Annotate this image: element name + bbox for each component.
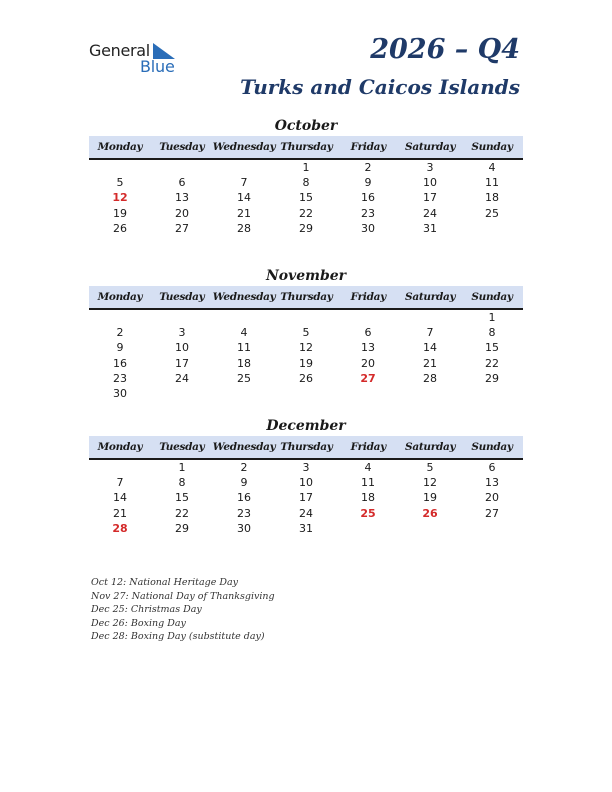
day-cell: 9: [116, 341, 124, 355]
week-row: [89, 460, 523, 475]
holiday-note: Dec 25: Christmas Day: [91, 604, 202, 616]
day-cell: 29: [175, 521, 189, 535]
day-cell: 16: [361, 191, 375, 205]
day-cell: 1: [178, 461, 186, 475]
day-cell: 7: [426, 326, 434, 340]
day-cell: 22: [485, 356, 499, 370]
day-cell: 15: [485, 341, 499, 355]
day-cell: 6: [178, 176, 186, 190]
day-cell: 14: [237, 191, 251, 205]
day-cell: 26: [299, 371, 313, 385]
day-cell: 2: [240, 461, 248, 475]
day-cell: 27: [175, 221, 189, 235]
day-cell: 19: [113, 206, 127, 220]
day-cell: 23: [113, 371, 127, 385]
day-cell: 19: [299, 356, 313, 370]
weekday-label: Sunday: [471, 291, 513, 303]
day-cell: 29: [299, 221, 313, 235]
weekday-label: Tuesday: [159, 291, 205, 303]
day-cell: 19: [423, 491, 437, 505]
weekday-label: Sunday: [471, 141, 513, 153]
day-cell: 31: [423, 221, 437, 235]
weekday-label: Wednesday: [212, 291, 276, 303]
day-cell: 17: [175, 356, 189, 370]
weekday-label: Monday: [97, 441, 143, 453]
day-cell: 1: [488, 311, 496, 325]
day-cell: 7: [116, 476, 124, 490]
day-cell: 3: [426, 161, 434, 175]
day-cell: 11: [361, 476, 375, 490]
week-row: [89, 310, 523, 325]
holiday-note: Nov 27: National Day of Thanksgiving: [91, 590, 275, 602]
day-cell: 24: [299, 506, 313, 520]
day-cell: 30: [237, 521, 251, 535]
day-cell: 11: [485, 176, 499, 190]
holiday-date: 25: [360, 506, 376, 520]
weekday-label: Friday: [350, 441, 386, 453]
day-cell: 6: [488, 461, 496, 475]
week-row: [89, 475, 523, 490]
week-row: [89, 521, 523, 536]
week-row: [89, 221, 523, 236]
logo-text-general: General: [89, 41, 150, 60]
day-cell: 25: [485, 206, 499, 220]
week-row: [89, 356, 523, 371]
day-cell: 5: [426, 461, 434, 475]
day-cell: 26: [113, 221, 127, 235]
day-cell: 15: [175, 491, 189, 505]
day-cell: 24: [423, 206, 437, 220]
weekday-label: Saturday: [405, 291, 456, 303]
week-row: [89, 506, 523, 521]
month-name: December: [266, 418, 346, 434]
day-cell: 17: [423, 191, 437, 205]
day-cell: 20: [361, 356, 375, 370]
day-cell: 17: [299, 491, 313, 505]
day-cell: 23: [361, 206, 375, 220]
day-cell: 7: [240, 176, 248, 190]
weekday-label: Friday: [350, 291, 386, 303]
weekday-label: Tuesday: [159, 141, 205, 153]
day-cell: 1: [302, 161, 310, 175]
day-cell: 28: [423, 371, 437, 385]
month-name: October: [274, 118, 338, 134]
day-cell: 2: [116, 326, 124, 340]
day-cell: 25: [237, 371, 251, 385]
weekday-label: Thursday: [280, 291, 333, 303]
weekday-header: [89, 136, 523, 160]
week-row: [89, 386, 523, 401]
month-november: [89, 266, 523, 401]
weekday-label: Saturday: [405, 141, 456, 153]
weekday-label: Friday: [350, 141, 386, 153]
day-cell: 31: [299, 521, 313, 535]
holiday-date: 26: [422, 506, 438, 520]
day-cell: 4: [364, 461, 372, 475]
day-cell: 16: [113, 356, 127, 370]
day-cell: 10: [299, 476, 313, 490]
day-cell: 11: [237, 341, 251, 355]
day-cell: 21: [423, 356, 437, 370]
day-cell: 16: [237, 491, 251, 505]
weekday-header: [89, 286, 523, 310]
logo-text-blue: Blue: [140, 57, 175, 76]
day-cell: 4: [488, 161, 496, 175]
month-december: [89, 416, 523, 536]
day-cell: 30: [113, 387, 127, 401]
holiday-notes: [91, 576, 275, 644]
weekday-label: Tuesday: [159, 441, 205, 453]
day-cell: 21: [113, 506, 127, 520]
day-cell: 8: [302, 176, 310, 190]
holiday-date: 12: [112, 191, 128, 205]
day-cell: 13: [361, 341, 375, 355]
holiday-note: Dec 26: Boxing Day: [91, 617, 186, 629]
day-cell: 18: [361, 491, 375, 505]
day-cell: 13: [485, 476, 499, 490]
weekday-label: Monday: [97, 141, 143, 153]
day-cell: 4: [240, 326, 248, 340]
day-cell: 18: [485, 191, 499, 205]
week-row: [89, 206, 523, 221]
day-cell: 20: [175, 206, 189, 220]
day-cell: 18: [237, 356, 251, 370]
day-cell: 29: [485, 371, 499, 385]
generalblue-logo: [89, 41, 189, 75]
weekday-label: Saturday: [405, 441, 456, 453]
day-cell: 6: [364, 326, 372, 340]
day-cell: 13: [175, 191, 189, 205]
day-cell: 30: [361, 221, 375, 235]
day-cell: 2: [364, 161, 372, 175]
day-cell: 14: [113, 491, 127, 505]
weekday-label: Wednesday: [212, 441, 276, 453]
day-cell: 8: [178, 476, 186, 490]
day-cell: 9: [240, 476, 248, 490]
week-row: [89, 371, 523, 386]
day-cell: 23: [237, 506, 251, 520]
day-cell: 14: [423, 341, 437, 355]
holiday-date: 27: [360, 371, 376, 385]
day-cell: 3: [178, 326, 186, 340]
day-cell: 10: [175, 341, 189, 355]
day-cell: 3: [302, 461, 310, 475]
day-cell: 10: [423, 176, 437, 190]
day-cell: 8: [488, 326, 496, 340]
day-cell: 15: [299, 191, 313, 205]
week-row: [89, 490, 523, 505]
day-cell: 5: [116, 176, 124, 190]
weekday-label: Monday: [97, 291, 143, 303]
day-cell: 9: [364, 176, 372, 190]
week-row: [89, 160, 523, 175]
week-row: [89, 175, 523, 190]
day-cell: 28: [237, 221, 251, 235]
week-row: [89, 190, 523, 205]
day-cell: 5: [302, 326, 310, 340]
day-cell: 20: [485, 491, 499, 505]
day-cell: 27: [485, 506, 499, 520]
day-cell: 21: [237, 206, 251, 220]
week-row: [89, 325, 523, 340]
weekday-label: Wednesday: [212, 141, 276, 153]
month-october: [89, 116, 523, 236]
page-title: 2026 – Q4: [370, 34, 520, 65]
holiday-note: Dec 28: Boxing Day (substitute day): [91, 631, 265, 643]
day-cell: 24: [175, 371, 189, 385]
holiday-note: Oct 12: National Heritage Day: [91, 577, 238, 588]
weekday-header: [89, 436, 523, 460]
week-row: [89, 340, 523, 355]
day-cell: 22: [175, 506, 189, 520]
month-name: November: [265, 268, 347, 284]
page-subtitle: Turks and Caicos Islands: [240, 75, 520, 99]
holiday-date: 28: [112, 521, 128, 535]
day-cell: 12: [299, 341, 313, 355]
day-cell: 22: [299, 206, 313, 220]
weekday-label: Thursday: [280, 141, 333, 153]
day-cell: 12: [423, 476, 437, 490]
weekday-label: Sunday: [471, 441, 513, 453]
weekday-label: Thursday: [280, 441, 333, 453]
